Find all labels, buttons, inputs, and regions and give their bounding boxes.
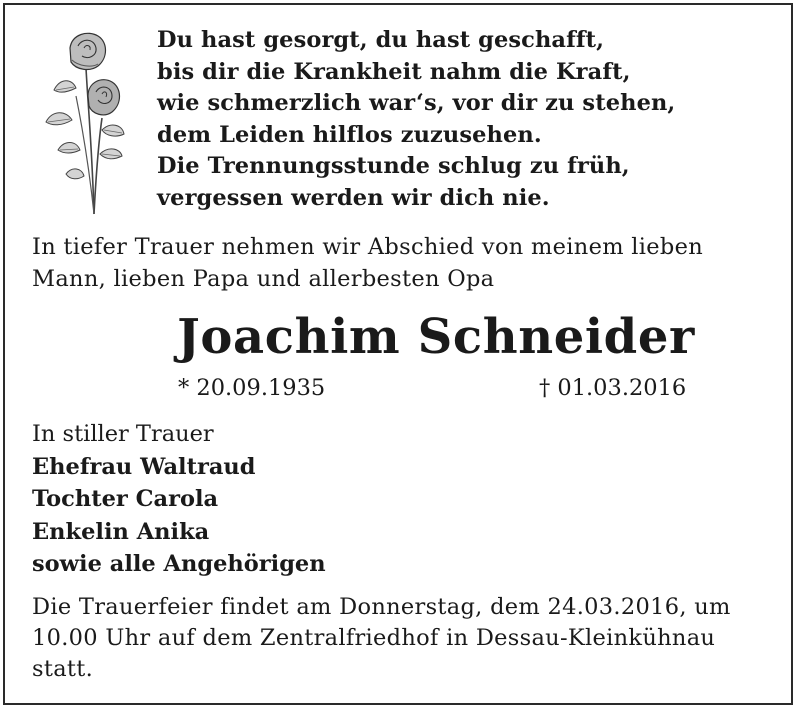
mourner-name: Enkelin Anika — [32, 518, 210, 545]
poem-line: vergessen werden wir dich nie. — [157, 184, 550, 211]
poem-line: wie schmerzlich war‘s, vor dir zu stehen, — [157, 90, 676, 117]
poem-line: bis dir die Krankheit nahm die Kraft, — [157, 58, 631, 85]
mourner-name: sowie alle Angehörigen — [32, 551, 326, 577]
funeral-line: 10.00 Uhr auf dem Zentralfriedhof in Dessau-Kleinkühnau — [32, 625, 716, 652]
rose-icon — [36, 26, 132, 222]
mourners-heading: In stiller Trauer — [32, 421, 214, 447]
funeral-notice — [32, 592, 777, 686]
deceased-name: Joachim Schneider — [177, 309, 695, 365]
poem-line: dem Leiden hilflos zuzusehen. — [157, 121, 542, 148]
poem — [157, 25, 757, 215]
poem-line: Die Trennungsstunde schlug zu früh, — [157, 153, 630, 180]
funeral-line: statt. — [32, 656, 94, 683]
mourner-name: Tochter Carola — [32, 486, 219, 512]
intro-line: In tiefer Trauer nehmen wir Abschied von meinem lieben — [32, 234, 703, 260]
mourner-name: Ehefrau Waltraud — [32, 453, 256, 480]
poem-line: Du hast gesorgt, du hast geschafft, — [157, 27, 605, 53]
death-date: † 01.03.2016 — [539, 375, 687, 401]
birth-date: * 20.09.1935 — [178, 375, 326, 401]
intro-text — [32, 232, 777, 295]
mourners-list — [32, 418, 326, 581]
funeral-line: Die Trauerfeier findet am Donnerstag, dem 24.03.2016, um — [32, 594, 731, 620]
intro-line: Mann, lieben Papa und allerbesten Opa — [32, 265, 495, 292]
